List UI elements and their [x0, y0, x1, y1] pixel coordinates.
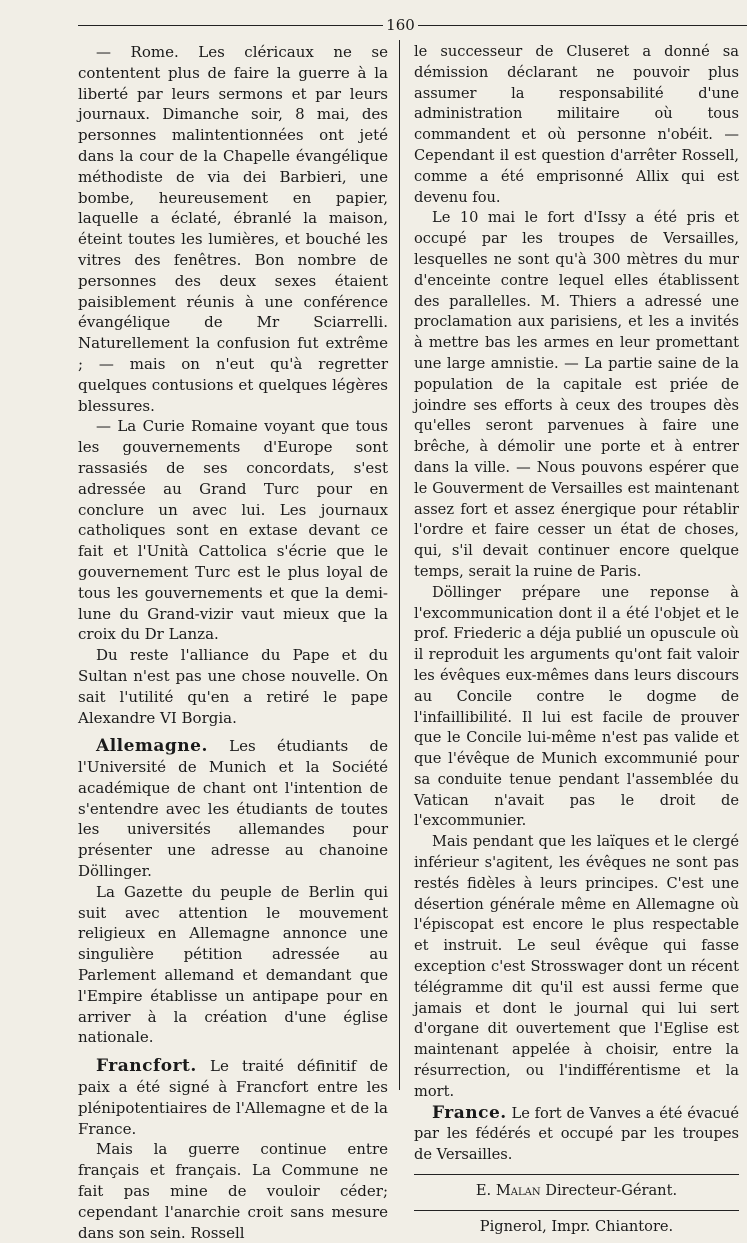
francfort-text-1: Le traité définitif de paix a été signé à Francfort entre les plénipotentiaires de l'Allemagne et de la France. [78, 1057, 388, 1138]
rome-paragraph-3: Du reste l'alliance du Pape et du Sultan n'est pas une chose nouvelle. On sait l'utilité qu'en a retiré le pape Alexandre VI Borgia. [78, 646, 388, 727]
dollinger-paragraph: Döllinger prépare une reponse à l'excommunication dont il a été l'objet et le prof. Friederic a déja publié un opuscule où il reproduit les arguments qu'ont fait valoir les évêques eux-mêmes dans leurs discours au Concile contre le dogme de l'infaillibilité. Il lui est facile de prouver que le Concile lui-même n'est pas valide et que l'évêque de Munich excommunié pour sa conduite tenue pendant l'assemblée du Vatican n'avait pas le droit de l'excommunier. [414, 583, 739, 830]
imprint-rule-bottom [414, 1210, 739, 1211]
director-line [414, 1181, 739, 1202]
francfort-paragraph-1 [78, 1056, 388, 1139]
header-rule-left [78, 25, 383, 26]
header-rule-right [418, 25, 747, 26]
france-text: Le fort de Vanves a été évacué par les fédérés et occupé par les troupes de Versailles. [414, 1104, 739, 1164]
allemagne-heading: Allemagne. [96, 736, 208, 757]
page-number-row [78, 14, 747, 34]
eveques-paragraph: Mais pendant que les laïques et le clergé inférieur s'agitent, les évêques ne sont pas restés fidèles à leurs principes. C'est une désertion générale même en Allemagne où l'épiscopat est encore le plus respectable et instruit. Le seul évêque qui fasse exception c'est Strosswager dont un récent télégramme dit qu'il est aussi ferme que jamais et dont le journal qui lui sert d'organe dit ouvertement que l'Eglise est maintenant appelée à choisir, entre la résurrection, ou l'indifférentisme et la mort. [414, 833, 739, 1100]
rome-paragraph-2: — La Curie Romaine voyant que tous les gouvernements d'Europe sont rassasiés de ses concordats, s'est adressée au Grand Turc pour en conclure un avec lui. Les journaux catholiques sont en extase devant ce fait et l'Unità Cattolica s'écrie que le gouvernement Turc est le plus loyal de tous les gouvernements et que la demi-lune du Grand-vizir vaut mieux que la croix du Dr Lanza. [78, 417, 388, 644]
francfort-paragraph-2: Mais la guerre continue entre français et français. La Commune ne fait pas mine de vouloir céder; cependant l'anarchie croit sans mesure dans son sein. Rossell [78, 1140, 388, 1242]
left-column [78, 42, 388, 1243]
france-heading: France. [432, 1102, 507, 1123]
france-paragraph [414, 1103, 739, 1166]
allemagne-paragraph-1 [78, 736, 388, 882]
director-name: E. Malan [475, 1182, 541, 1200]
column-divider [399, 40, 400, 1090]
page-number: 160 [386, 16, 415, 34]
printer-line: Pignerol, Impr. Chiantore. [479, 1217, 674, 1235]
issy-paragraph: Le 10 mai le fort d'Issy a été pris et occupé par les troupes de Versailles, lesquelles ne sont qu'à 300 mètres du mur d'enceinte contre lequel elles établissent des parallelles. M. Thiers a adressé une proclamation aux parisiens, et les a invités à mettre bas les armes en leur promettant une large amnistie. — La partie saine de la population de la capitale est priée de joindre ses efforts à ceux des troupes dès qu'elles seront parvenues à faire une brêche, à démolir une porte et à entrer dans la ville. — Nous pouvons espérer que le Gouverment de Versailles est maintenant assez fort et assez énergique pour rétablir l'ordre et faire cesser un état de choses, qui, s'il devait continuer encore quelque temps, serait la ruine de Paris. [414, 209, 739, 580]
rome-paragraph-1: — Rome. Les cléricaux ne se contentent plus de faire la guerre à la liberté par leurs sermons et par leurs journaux. Dimanche soir, 8 mai, des personnes malintentionnées ont jeté dans la cour de la Chapelle évangélique méthodiste de via dei Barbieri, une bombe, heureusement en papier, laquelle a éclaté, ébranlé la maison, éteint toutes les lumières, et bouché les vitres des fenêtres. Bon nombre de personnes des deux sexes étaient paisiblement réunis à une conférence évangélique de Mr Sciarrelli. Naturellement la confusion fut extrême ; — mais on n'eut qu'à regretter quelques contusions et quelques légères blessures. [78, 43, 388, 415]
rossell-paragraph: le successeur de Cluseret a donné sa démission déclarant ne pouvoir plus assumer la responsabilité d'une administration militaire où tous commandent et où personne n'obéit. — Cependant il est question d'arrêter Rossell, comme a été emprisonné Allix qui est devenu fou. [414, 43, 739, 206]
francfort-heading: Francfort. [96, 1056, 197, 1077]
allemagne-text-1: Les étudiants de l'Université de Munich et la Société académique de chant ont l'intention de s'entendre avec les étudiants de toutes les universités allemandes pour présenter une adresse au chanoine Döllinger. [78, 737, 388, 881]
allemagne-paragraph-2: La Gazette du peuple de Berlin qui suit avec attention le mouvement religieux en Allemagne annonce une singulière pétition adressée au Parlement allemand et demandant que l'Empire établisse un antipape pour en arriver à la création d'une église nationale. [78, 882, 388, 1047]
right-column [414, 42, 739, 1238]
director-title: Directeur-Gérant. [545, 1182, 678, 1200]
imprint-rule-top [414, 1174, 739, 1175]
